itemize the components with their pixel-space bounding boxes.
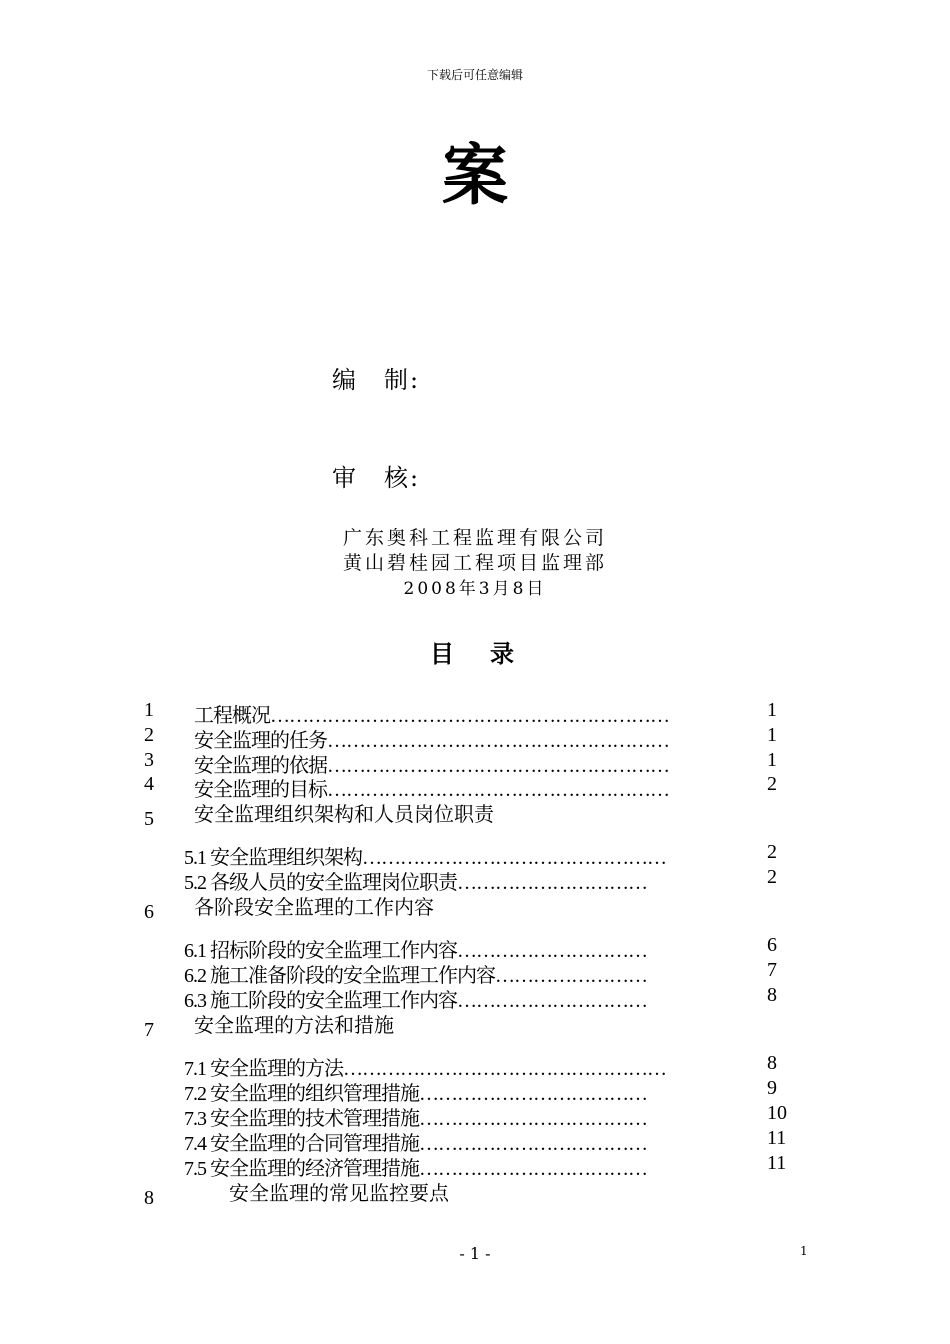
toc-entry-page: 8	[767, 1052, 777, 1074]
page-footer: - 1 -	[459, 1244, 491, 1263]
toc-entry-number: 2	[144, 724, 154, 746]
toc-entry-page: 11	[767, 1152, 787, 1174]
toc-entry-page: 2	[767, 841, 777, 863]
company-name: 广东奥科工程监理有限公司	[342, 527, 607, 549]
toc-section-number: 7	[144, 1019, 154, 1041]
toc-subentry-text: 5.2 各级人员的安全监理岗位职责…………………………	[184, 872, 647, 894]
toc-entry-number: 3	[144, 749, 154, 771]
toc-section-number: 8	[144, 1187, 154, 1209]
toc-subentry-text: 7.4 安全监理的合同管理措施………………………………	[184, 1133, 647, 1155]
toc-subentry-text: 7.1 安全监理的方法……………………………………………	[184, 1058, 666, 1080]
toc-entry-number: 4	[144, 773, 154, 795]
toc-entry-page: 8	[767, 984, 777, 1006]
toc-subentry-text: 6.2 施工准备阶段的安全监理工作内容……………………	[184, 965, 647, 987]
toc-entry-page: 11	[767, 1127, 787, 1149]
department-name: 黄山碧桂园工程项目监理部	[342, 552, 607, 574]
toc-entry-page: 10	[767, 1102, 787, 1124]
toc-subentry-text: 6.1 招标阶段的安全监理工作内容…………………………	[184, 940, 647, 962]
toc-entry-page: 1	[767, 749, 777, 771]
toc-entry-text: 安全监理的任务………………………………………………	[194, 730, 669, 752]
toc-subentry-text: 5.1 安全监理组织架构…………………………………………	[184, 847, 666, 869]
toc-subentry-text: 7.3 安全监理的技术管理措施………………………………	[184, 1108, 647, 1130]
toc-subentry-text: 7.2 安全监理的组织管理措施………………………………	[184, 1083, 647, 1105]
toc-entry-page: 2	[767, 866, 777, 888]
toc-section-heading: 安全监理组织架构和人员岗位职责	[194, 804, 494, 826]
toc-entry-text: 安全监理的依据………………………………………………	[194, 755, 669, 777]
document-title: 案	[442, 136, 508, 214]
toc-section-heading: 安全监理的常见监控要点	[229, 1183, 449, 1205]
toc-subentry-text: 7.5 安全监理的经济管理措施………………………………	[184, 1158, 647, 1180]
toc-entry-text: 工程概况………………………………………………………	[194, 705, 669, 727]
header-note: 下载后可任意编辑	[426, 68, 523, 82]
toc-entry-page: 7	[767, 959, 777, 981]
compiler-label: 编 制:	[332, 366, 421, 394]
toc-entry-number: 1	[144, 699, 154, 721]
toc-entry-page: 6	[767, 934, 777, 956]
toc-section-number: 5	[144, 808, 154, 830]
toc-section-heading: 安全监理的方法和措施	[194, 1015, 394, 1037]
toc-entry-text: 安全监理的目标………………………………………………	[194, 779, 669, 801]
toc-entry-page: 1	[767, 699, 777, 721]
page-number: 1	[800, 1244, 808, 1258]
toc-section-heading: 各阶段安全监理的工作内容	[194, 897, 434, 919]
reviewer-label: 审 核:	[332, 464, 421, 492]
toc-entry-page: 2	[767, 773, 777, 795]
document-date: 2008年3月8日	[403, 579, 547, 599]
toc-subentry-text: 6.3 施工阶段的安全监理工作内容…………………………	[184, 990, 647, 1012]
toc-entry-page: 1	[767, 724, 777, 746]
toc-entry-page: 9	[767, 1077, 777, 1099]
toc-section-number: 6	[144, 901, 154, 923]
toc-title: 目 录	[430, 639, 520, 668]
